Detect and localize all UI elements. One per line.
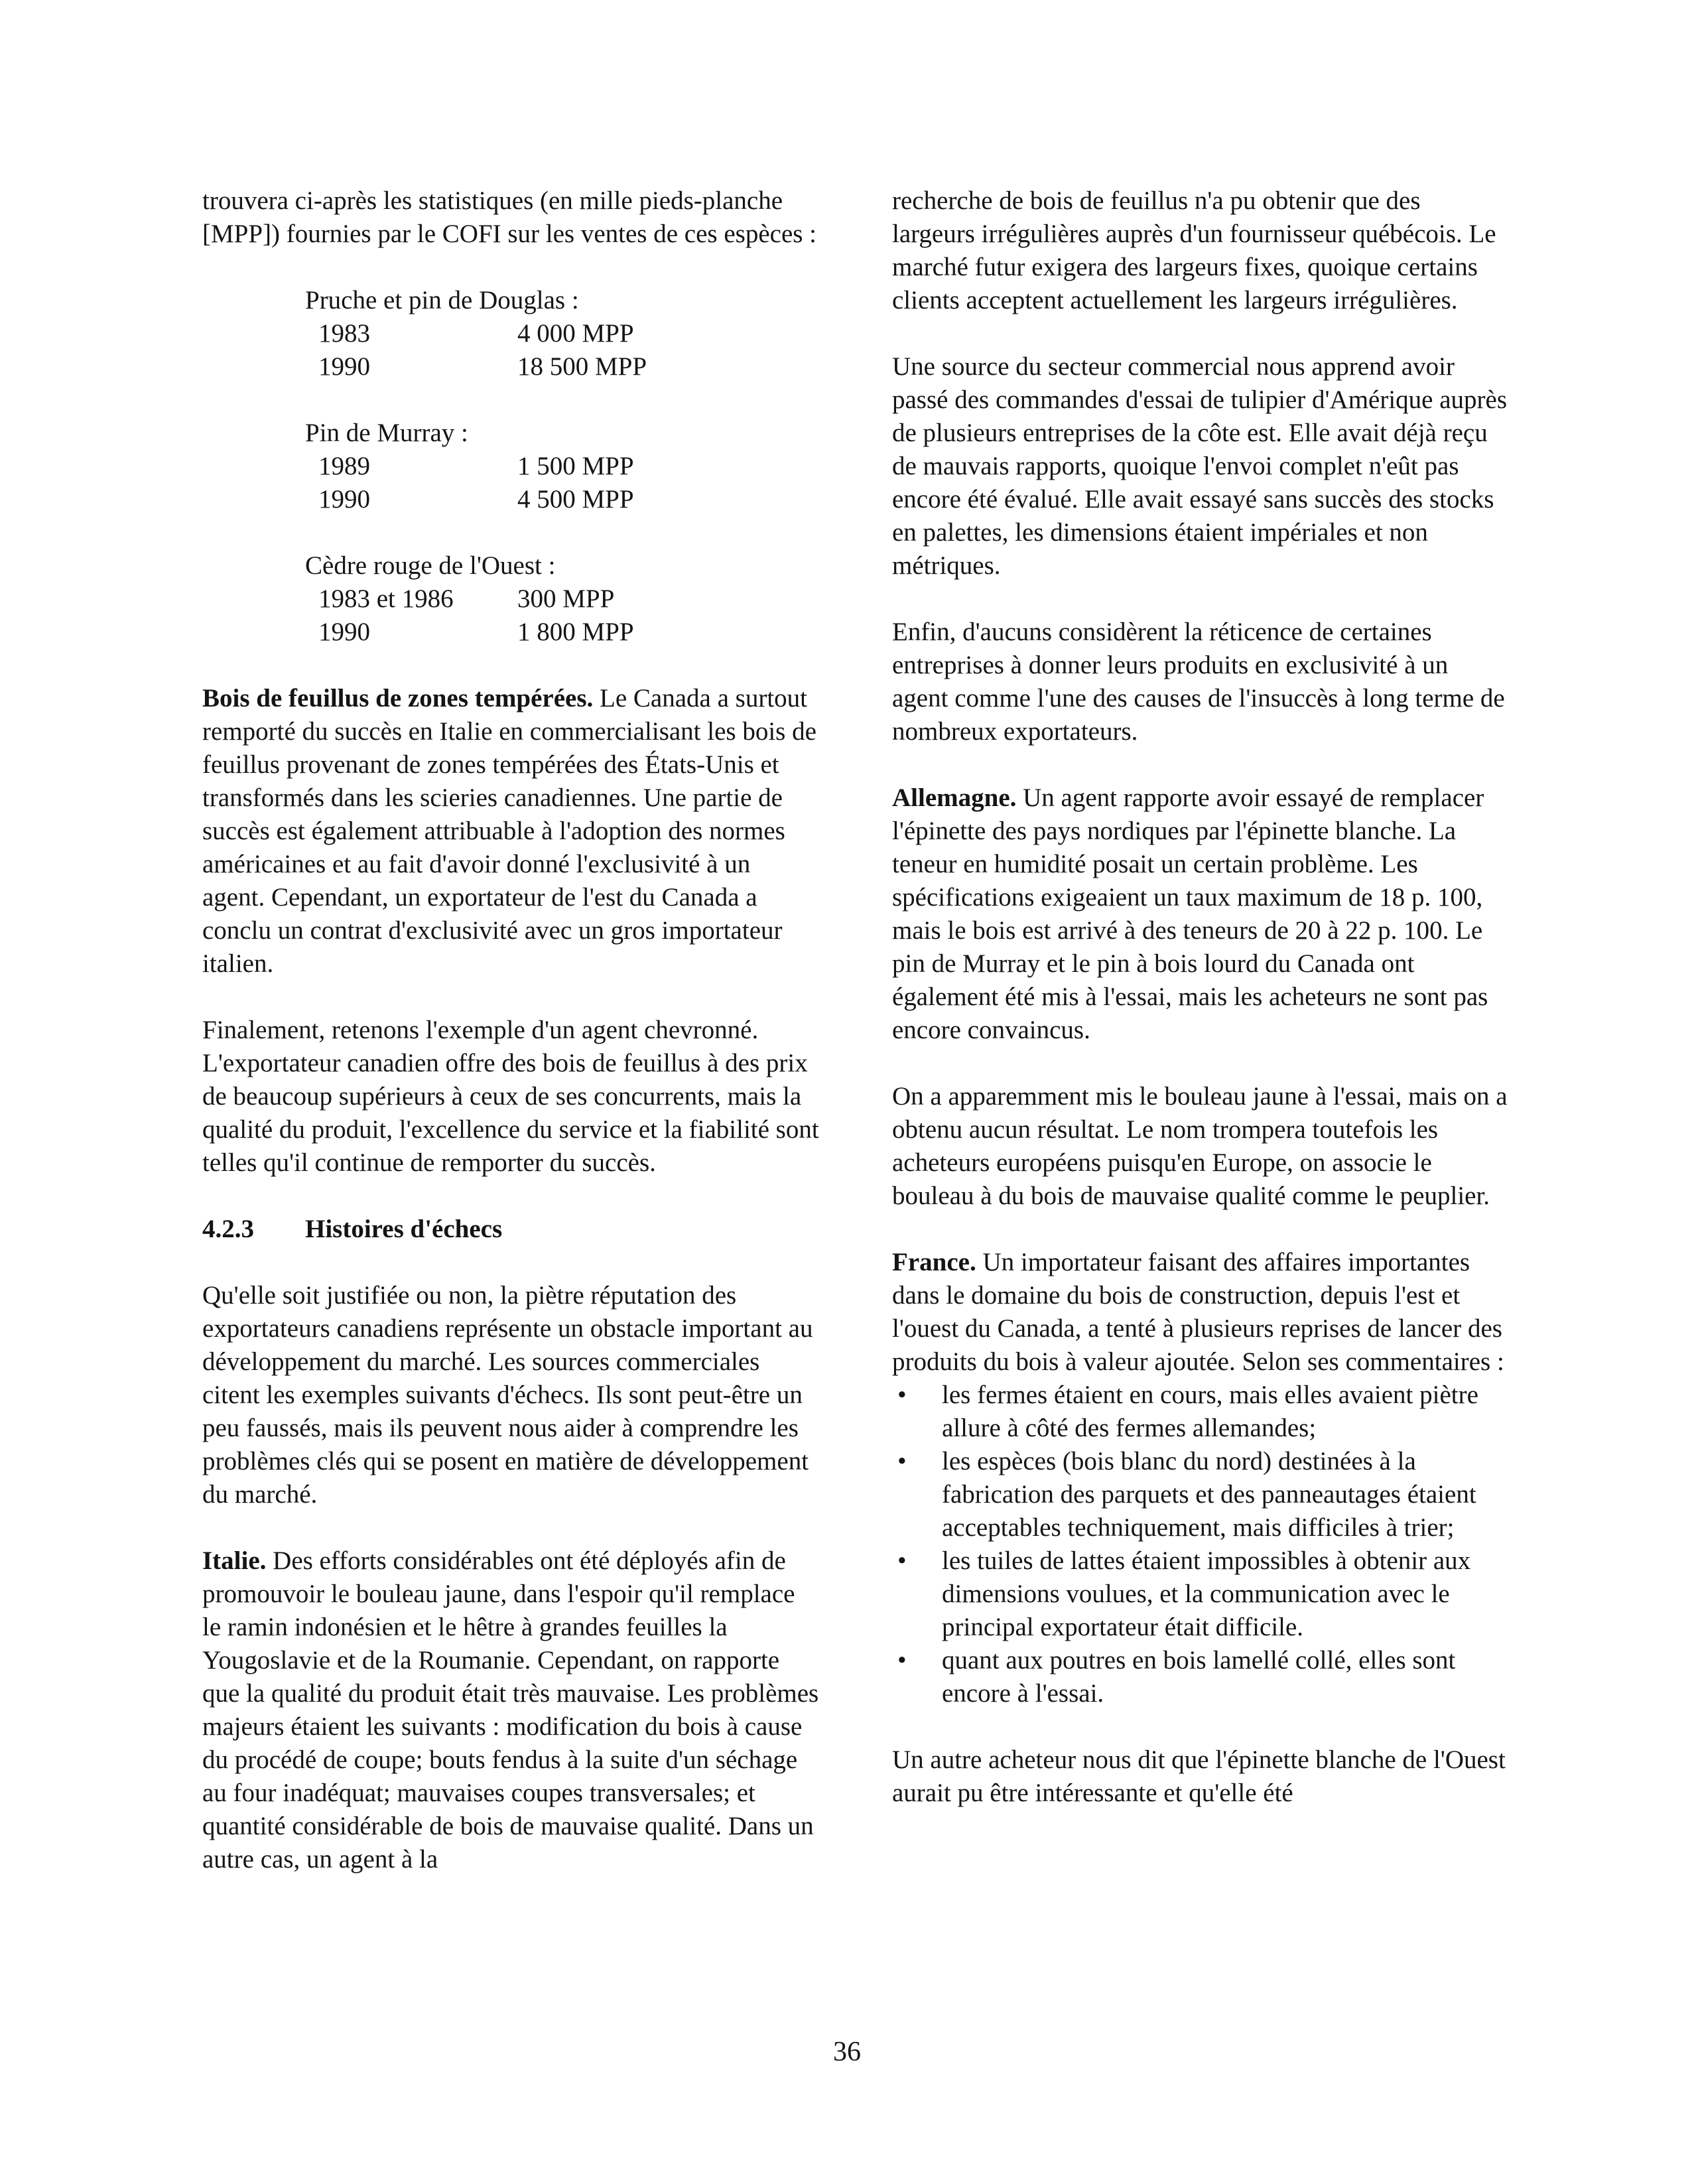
tulip-paragraph: Une source du secteur commercial nous apprend avoir passé des commandes d'essai de tulipier d'Amérique auprès de plusieurs entreprises de la côte est. Elle avait déjà reçu de mauvais rapports, quoique l'envoi complet n'eût pas encore été évalué. Elle avait essayé sans succès des stocks en palettes, les dimensions étaient impériales et non métriques.: [892, 352, 1508, 580]
germany-text: Un agent rapporte avoir essayé de remplacer l'épinette des pays nordiques par l'épinette blanche. La teneur en humidité posait un certain problème. Les spécifications exigeaient un taux maximum de 18 p. 100, mais le bois est arrivé à des teneurs de 20 à 22 p. 100. Le pin de Murray et le pin à bois lourd du Canada ont également été mis à l'essai, mais les acheteurs ne sont pas encore convaincus.: [892, 784, 1488, 1044]
white-spruce-paragraph: Un autre acheteur nous dit que l'épinette blanche de l'Ouest aurait pu être intéressante et qu'elle été: [892, 1745, 1506, 1807]
stat-row: [305, 582, 819, 616]
stat-value: 4 000 MPP: [517, 319, 634, 348]
france-lead: France.: [892, 1248, 976, 1276]
stat-row: [305, 450, 819, 483]
list-item: • les espèces (bois blanc du nord) destinées à la fabrication des parquets et des panneautages étaient acceptables techniquement, mais difficiles à trier;: [892, 1445, 1509, 1544]
france-comments-list: [892, 1379, 1509, 1710]
italy-paragraph: [202, 1544, 819, 1876]
stat-row: [305, 616, 819, 649]
right-column: [892, 184, 1509, 1843]
stat-year: 1983 et 1986: [318, 584, 454, 613]
stat-value: 1 500 MPP: [517, 452, 634, 480]
list-item: • les tuiles de lattes étaient impossibles à obtenir aux dimensions voulues, et la communication avec le principal exportateur était difficile.: [892, 1544, 1509, 1644]
stat-group-title: Pin de Murray :: [305, 419, 468, 447]
birch-paragraph: On a apparemment mis le bouleau jaune à l'essai, mais on a obtenu aucun résultat. Le nom trompera toutefois les acheteurs européens puisqu'en Europe, on associe le bouleau à du bois de mauvaise qualité comme le peuplier.: [892, 1082, 1508, 1210]
stat-row: [305, 350, 819, 383]
page-number: 36: [833, 2037, 861, 2067]
section-title: Histoires d'échecs: [305, 1215, 503, 1243]
list-item: • les fermes étaient en cours, mais elles avaient piètre allure à côté des fermes allemandes;: [892, 1379, 1509, 1445]
stat-group: [305, 417, 819, 516]
stat-group-title: Cèdre rouge de l'Ouest :: [305, 551, 556, 580]
germany-lead: Allemagne.: [892, 784, 1017, 812]
germany-paragraph: [892, 782, 1509, 1047]
section-number: 4.2.3: [202, 1215, 254, 1243]
stat-group: [305, 549, 819, 649]
sales-statistics: [305, 284, 819, 649]
stat-year: 1990: [318, 352, 370, 381]
stat-group-title: Pruche et pin de Douglas :: [305, 286, 579, 314]
stat-value: 4 500 MPP: [517, 485, 634, 513]
stat-year: 1990: [318, 485, 370, 513]
widths-paragraph: recherche de bois de feuillus n'a pu obtenir que des largeurs irrégulières auprès d'un fournisseur québécois. Le marché futur exigera des largeurs fixes, quoique certains clients acceptent actuellement les largeurs irrégulières.: [892, 186, 1496, 314]
stat-value: 1 800 MPP: [517, 618, 634, 646]
stat-row: [305, 483, 819, 516]
stat-year: 1990: [318, 618, 370, 646]
stat-value: 18 500 MPP: [517, 352, 647, 381]
stat-row: [305, 317, 819, 350]
hardwood-paragraph: [202, 682, 819, 981]
intro-paragraph: trouvera ci-après les statistiques (en mille pieds-planche [MPP]) fournies par le COFI sur les ventes de ces espèces :: [202, 186, 817, 248]
list-item: • quant aux poutres en bois lamellé collé, elles sont encore à l'essai.: [892, 1644, 1509, 1710]
exclusivity-paragraph: Enfin, d'aucuns considèrent la réticence de certaines entreprises à donner leurs produits en exclusivité à un agent comme l'une des causes de l'insuccès à long terme de nombreux exportateurs.: [892, 618, 1505, 746]
failures-paragraph: Qu'elle soit justifiée ou non, la piètre réputation des exportateurs canadiens représente un obstacle important au développement du marché. Les sources commerciales citent les exemples suivants d'échecs. Ils sont peut-être un peu faussés, mais ils peuvent nous aider à comprendre les problèmes clés qui se posent en matière de développement du marché.: [202, 1281, 813, 1509]
stat-year: 1983: [318, 319, 370, 348]
france-text: Un importateur faisant des affaires importantes dans le domaine du bois de construction, depuis l'est et l'ouest du Canada, a tenté à plusieurs reprises de lancer des produits du bois à valeur ajoutée. Selon ses commentaires :: [892, 1248, 1504, 1376]
stat-group: [305, 284, 819, 383]
france-paragraph: [892, 1246, 1509, 1379]
hardwood-lead: Bois de feuillus de zones tempérées.: [202, 684, 594, 713]
left-column: [202, 184, 819, 1909]
italy-lead: Italie.: [202, 1546, 267, 1575]
section-heading: [202, 1213, 819, 1246]
hardwood-text: Le Canada a surtout remporté du succès en Italie en commercialisant les bois de feuillus provenant de zones tempérées des États-Unis et transformés dans les scieries canadiennes. Une partie de succès est également attribuable à l'adoption des normes américaines et au fait d'avoir donné l'exclusivité à un agent. Cependant, un exportateur de l'est du Canada a conclu un contrat d'exclusivité avec un gros importateur italien.: [202, 684, 816, 978]
agent-example-paragraph: Finalement, retenons l'exemple d'un agent chevronné. L'exportateur canadien offre des bois de feuillus à des prix de beaucoup supérieurs à ceux de ses concurrents, mais la qualité du produit, l'excellence du service et la fiabilité sont telles qu'il continue de remporter du succès.: [202, 1016, 819, 1177]
stat-value: 300 MPP: [517, 584, 615, 613]
stat-year: 1989: [318, 452, 370, 480]
italy-text: Des efforts considérables ont été déployés afin de promouvoir le bouleau jaune, dans l'espoir qu'il remplace le ramin indonésien et le hêtre à grandes feuilles la Yougoslavie et de la Roumanie. Cependant, on rapporte que la qualité du produit était très mauvaise. Les problèmes majeurs étaient les suivants : modification du bois à cause du procédé de coupe; bouts fendus à la suite d'un séchage au four inadéquat; mauvaises coupes transversales; et quantité considérable de bois de mauvaise qualité. Dans un autre cas, un agent à la: [202, 1546, 819, 1874]
